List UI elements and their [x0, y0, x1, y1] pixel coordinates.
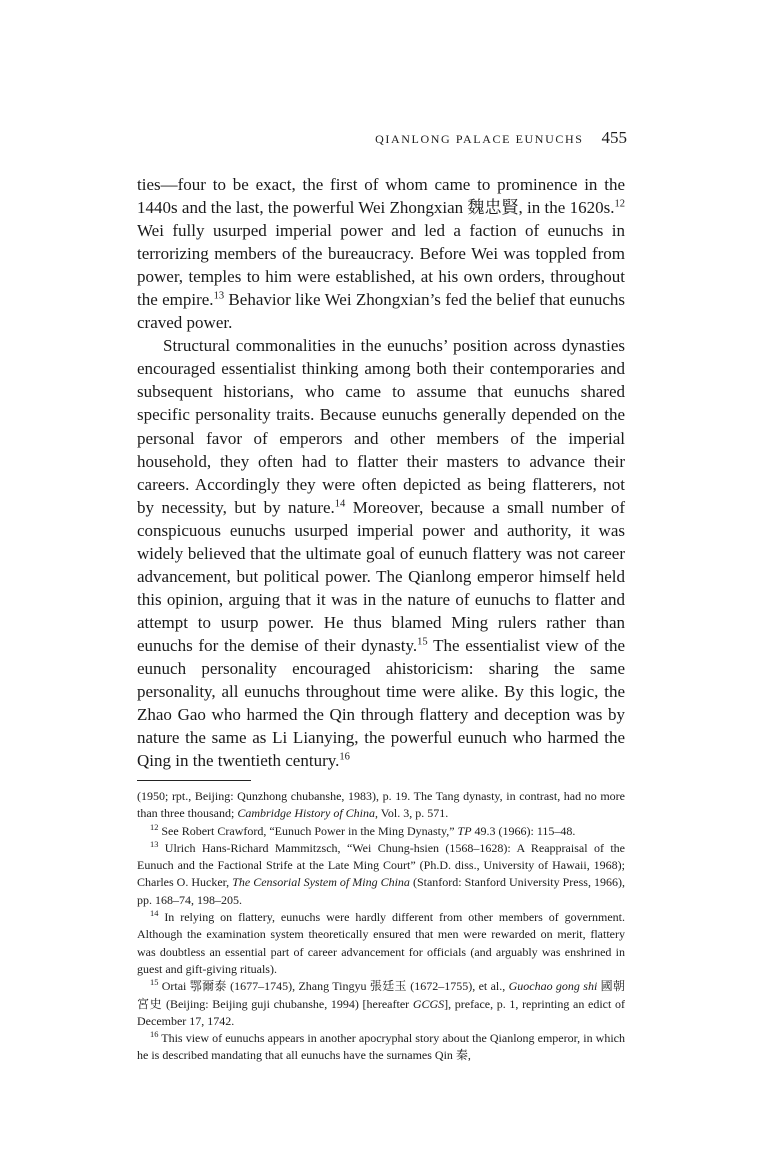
footnote-15-italic-abbrev: GCGS: [412, 996, 445, 1011]
footnote-ref-14: 14: [334, 498, 346, 509]
footnote-number: 15: [150, 978, 159, 988]
paragraph-1-text-c: Behavior like Wei Zhongxian’s fed the belief that eunuchs craved power.: [137, 290, 625, 333]
footnote-continuation-italic: Cambridge History of China: [237, 806, 375, 821]
footnote-ref-16: 16: [339, 751, 350, 763]
footnote-13-italic: The Censorial System of Ming China: [232, 875, 410, 890]
paragraph-2: [137, 334, 625, 772]
paragraph-1-text-a: ties—four to be exact, the first of whom came to prominence in the 1440s and the last, the powerful Wei Zhongxian 魏忠賢, in the 1620s.: [137, 175, 625, 218]
footnote-14-text: In relying on flattery, eunuchs were hardly different from other members of government. Although the examination system theoretically ensured that men were rewarded on merit, flattery was doubtless an essential part of career advancement for officials (and arguably was enshrined in guest and gift-giving rituals).: [137, 910, 625, 976]
footnote-16-text: This view of eunuchs appears in another apocryphal story about the Qianlong emperor, in which he is described mandating that all eunuchs have the surnames Qin 秦,: [137, 1031, 625, 1063]
footnote-continuation: [137, 788, 625, 823]
footnote-13-text-a: Ulrich Hans-Richard Mammitzsch, “Wei Chung-hsien (1568–1628): A Reappraisal of the Eunuch and the Factional Strife at the Late Ming Court” (Ph.D. diss., University of Hawaii, 1968); Charles O. Hucker,: [137, 840, 625, 890]
footnote-divider: [137, 780, 251, 781]
footnote-12: [137, 823, 625, 840]
page-number: 455: [601, 128, 627, 147]
footnote-ref-15: 15: [417, 636, 428, 648]
running-title: QIANLONG PALACE EUNUCHS: [375, 132, 584, 146]
footnote-15: [137, 978, 625, 1030]
footnote-ref-13: 13: [213, 290, 225, 302]
paragraph-1-text-b: Wei fully usurped imperial power and led a faction of eunuchs in terrorizing members of the bureaucracy. Before Wei was toppled from power, temples to him were established, at his own orders, throughout the empire.: [137, 221, 625, 310]
footnote-12-text-b: 49.3 (1966): 115–48.: [471, 823, 576, 838]
paragraph-2-text-c: The essentialist view of the eunuch personality encouraged ahistoricism: sharing the same personality, all eunuchs throughout time were alike. By this logic, the Zhao Gao who harmed the Qin through flattery and deception was by nature the same as Li Lianying, the powerful eunuch who harmed the Qing in the twentieth century.: [137, 635, 626, 771]
footnote-number: 16: [150, 1030, 159, 1040]
footnote-13-text-b: (Stanford: Stanford University Press, 1966), pp. 168–74, 198–205.: [137, 875, 625, 907]
footnote-continuation-text-a: (1950; rpt., Beijing: Qunzhong chubanshe, 1983), p. 19. The Tang dynasty, in contrast, had no more than three thousand;: [137, 789, 625, 821]
body-text: [137, 173, 625, 772]
footnote-14: [137, 909, 625, 978]
footnote-15-italic-title: Guochao gong shi: [508, 979, 598, 994]
paragraph-2-text-a: Structural commonalities in the eunuchs’ position across dynasties encouraged essentialist thinking among both their contemporaries and subsequent historians, who came to assume that eunuchs shared specific personality traits. Because eunuchs generally depended on the personal favor of emperors and other members of the imperial household, they often had to flatter their masters to advance their careers. Accordingly they were often depicted as being flatterers, not by necessity, but by nature.: [137, 336, 625, 517]
running-head: [375, 128, 627, 150]
paragraph-2-text-b: Moreover, because a small number of conspicuous eunuchs usurped imperial power and authority, it was widely believed that the ultimate goal of eunuch flattery was not career advancement, but political power. The Qianlong emperor himself held this opinion, arguing that it was in the nature of eunuchs to flatter and attempt to usurp power. He thus blamed Ming rulers rather than eunuchs for the demise of their dynasty.: [137, 497, 625, 655]
footnote-number: 14: [150, 909, 159, 919]
footnote-16: [137, 1030, 625, 1065]
footnote-number: 13: [150, 839, 159, 849]
footnote-continuation-text-b: , Vol. 3, p. 571.: [374, 806, 449, 821]
footnote-15-text-b: 國朝宮史 (Beijing: Beijing guji chubanshe, 1994) [hereafter: [137, 979, 625, 1011]
footnote-12-italic: TP: [457, 823, 472, 838]
footnote-number: 12: [150, 822, 159, 832]
footnote-ref-12: 12: [614, 198, 625, 210]
footnote-15-text-c: ], preface, p. 1, reprinting an edict of December 17, 1742.: [137, 996, 625, 1028]
footnote-12-text: See Robert Crawford, “Eunuch Power in the Ming Dynasty,”: [161, 823, 458, 838]
footnotes: [137, 788, 625, 1065]
footnote-15-text-a: Ortai 鄂爾泰 (1677–1745), Zhang Tingyu 張廷玉 (1672–1755), et al.,: [161, 979, 509, 994]
paragraph-1: [137, 173, 625, 334]
footnote-13: [137, 840, 625, 909]
